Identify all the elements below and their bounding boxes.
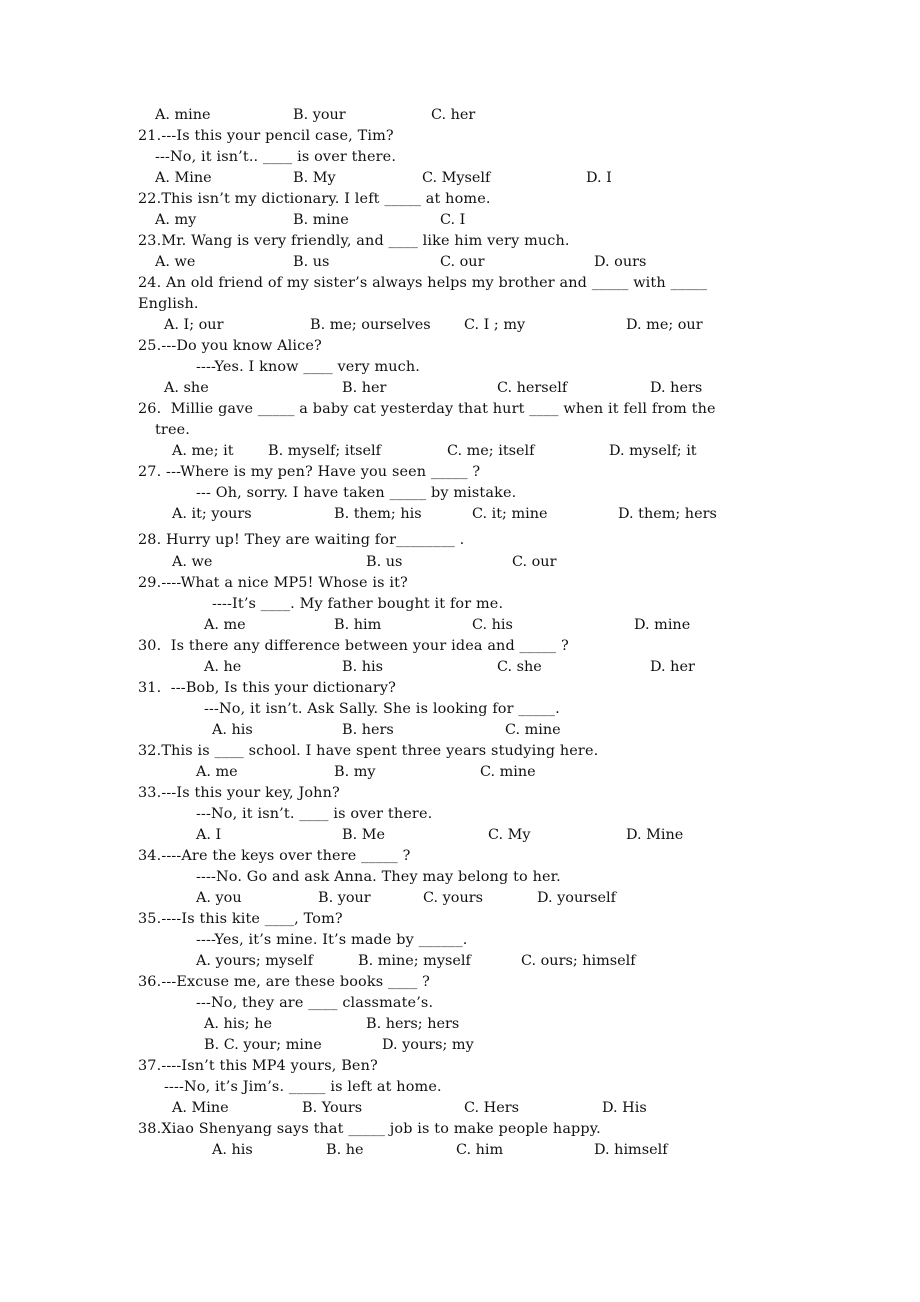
question-line: 21.---Is this your pencil case, Tim?: [138, 128, 394, 144]
question-line: 23.Mr. Wang is very friendly, and ____ like him very much.: [138, 233, 570, 249]
answer-option: C. his: [472, 617, 513, 633]
answer-option: C. I ; my: [464, 317, 526, 333]
answer-option: A. he: [204, 659, 242, 675]
question-line: tree.: [155, 422, 191, 438]
answer-option: A. me: [204, 617, 246, 633]
question-line: 37.----Isn’t this MP4 yours, Ben?: [138, 1058, 378, 1074]
answer-option: B. his: [342, 659, 383, 675]
answer-option: B. Yours: [302, 1100, 363, 1116]
answer-option: C. her: [431, 107, 476, 123]
answer-option: B. Me: [342, 827, 385, 843]
question-line: English.: [138, 296, 199, 312]
question-line: 27. ---Where is my pen? Have you seen _____ ?: [138, 464, 481, 480]
answer-option: B. mine; myself: [358, 953, 471, 969]
answer-option: C. it; mine: [472, 506, 548, 522]
question-line: 34.----Are the keys over there _____ ?: [138, 848, 411, 864]
answer-option: D. me; our: [626, 317, 703, 333]
answer-option: C. herself: [497, 380, 568, 396]
answer-option: A. Mine: [172, 1100, 229, 1116]
answer-option: D. yours; my: [382, 1037, 474, 1053]
answer-option: C. yours: [423, 890, 483, 906]
question-line: 22.This isn’t my dictionary. I left _____ at home.: [138, 191, 491, 207]
question-line: ----No. Go and ask Anna. They may belong to her.: [196, 869, 561, 885]
answer-option: B. mine: [293, 212, 349, 228]
answer-option: A. his: [212, 1142, 253, 1158]
question-line: 25.---Do you know Alice?: [138, 338, 322, 354]
question-line: 28. Hurry up! They are waiting for________ .: [138, 532, 465, 548]
answer-option: D. mine: [634, 617, 691, 633]
answer-option: B. he: [326, 1142, 364, 1158]
answer-option: A. she: [164, 380, 209, 396]
answer-option: A. we: [155, 254, 196, 270]
answer-option: C. Hers: [464, 1100, 519, 1116]
question-line: ---No, it isn’t. ____ is over there.: [196, 806, 433, 822]
answer-option: B. your: [318, 890, 371, 906]
answer-option: B. us: [366, 554, 403, 570]
question-line: ---No, they are ____ classmate’s.: [196, 995, 434, 1011]
question-line: ----No, it’s Jim’s. _____ is left at home.: [164, 1079, 442, 1095]
answer-option: A. Mine: [155, 170, 212, 186]
answer-option: C. mine: [505, 722, 561, 738]
question-line: ----Yes, it’s mine. It’s made by ______.: [196, 932, 468, 948]
answer-option: A. I; our: [164, 317, 224, 333]
answer-option: A. it; yours: [172, 506, 252, 522]
question-line: 30. Is there any difference between your idea and _____ ?: [138, 638, 569, 654]
answer-option: C. ours; himself: [521, 953, 636, 969]
answer-option: C. Myself: [422, 170, 491, 186]
answer-option: A. me: [196, 764, 238, 780]
answer-option: B. C. your; mine: [204, 1037, 322, 1053]
answer-option: D. Mine: [626, 827, 684, 843]
answer-option: C. me; itself: [447, 443, 535, 459]
answer-option: B. myself; itself: [268, 443, 381, 459]
answer-option: A. you: [196, 890, 242, 906]
answer-option: A. my: [155, 212, 197, 228]
question-line: 31. ---Bob, Is this your dictionary?: [138, 680, 397, 696]
answer-option: D. His: [602, 1100, 647, 1116]
answer-option: A. we: [172, 554, 213, 570]
answer-option: B. them; his: [334, 506, 422, 522]
question-line: ----It’s ____. My father bought it for me.: [212, 596, 504, 612]
question-line: ---No, it isn’t.. ____ is over there.: [155, 149, 397, 165]
answer-option: C. him: [456, 1142, 504, 1158]
answer-option: B. your: [293, 107, 346, 123]
answer-option: D. I: [586, 170, 612, 186]
question-line: 29.----What a nice MP5! Whose is it?: [138, 575, 408, 591]
question-line: 26. Millie gave _____ a baby cat yesterday that hurt ____ when it fell from the: [138, 401, 716, 417]
answer-option: C. our: [512, 554, 557, 570]
answer-option: B. her: [342, 380, 387, 396]
answer-option: D. myself; it: [609, 443, 697, 459]
answer-option: C. mine: [480, 764, 536, 780]
answer-option: D. himself: [594, 1142, 668, 1158]
question-line: ---No, it isn’t. Ask Sally. She is looking for _____.: [204, 701, 560, 717]
answer-option: B. me; ourselves: [310, 317, 431, 333]
answer-option: D. them; hers: [618, 506, 717, 522]
answer-option: D. ours: [594, 254, 647, 270]
question-line: 32.This is ____ school. I have spent three years studying here.: [138, 743, 599, 759]
answer-option: B. hers; hers: [366, 1016, 460, 1032]
question-line: ----Yes. I know ____ very much.: [196, 359, 421, 375]
answer-option: A. yours; myself: [196, 953, 313, 969]
answer-option: C. our: [440, 254, 485, 270]
answer-option: C. I: [440, 212, 466, 228]
question-line: 38.Xiao Shenyang says that _____ job is to make people happy.: [138, 1121, 601, 1137]
answer-option: C. she: [497, 659, 542, 675]
answer-option: C. My: [488, 827, 531, 843]
answer-option: D. yourself: [537, 890, 616, 906]
question-line: --- Oh, sorry. I have taken _____ by mistake.: [196, 485, 517, 501]
question-line: 36.---Excuse me, are these books ____ ?: [138, 974, 430, 990]
question-line: 24. An old friend of my sister’s always helps my brother and _____ with _____: [138, 275, 708, 291]
answer-option: B. my: [334, 764, 376, 780]
answer-option: B. hers: [342, 722, 394, 738]
question-line: 33.---Is this your key, John?: [138, 785, 340, 801]
answer-option: A. me; it: [172, 443, 234, 459]
answer-option: A. mine: [155, 107, 211, 123]
answer-option: A. I: [196, 827, 222, 843]
answer-option: B. My: [293, 170, 336, 186]
question-line: 35.----Is this kite ____, Tom?: [138, 911, 343, 927]
answer-option: D. hers: [650, 380, 703, 396]
answer-option: B. him: [334, 617, 382, 633]
answer-option: A. his: [212, 722, 253, 738]
answer-option: D. her: [650, 659, 695, 675]
answer-option: A. his; he: [204, 1016, 273, 1032]
answer-option: B. us: [293, 254, 330, 270]
